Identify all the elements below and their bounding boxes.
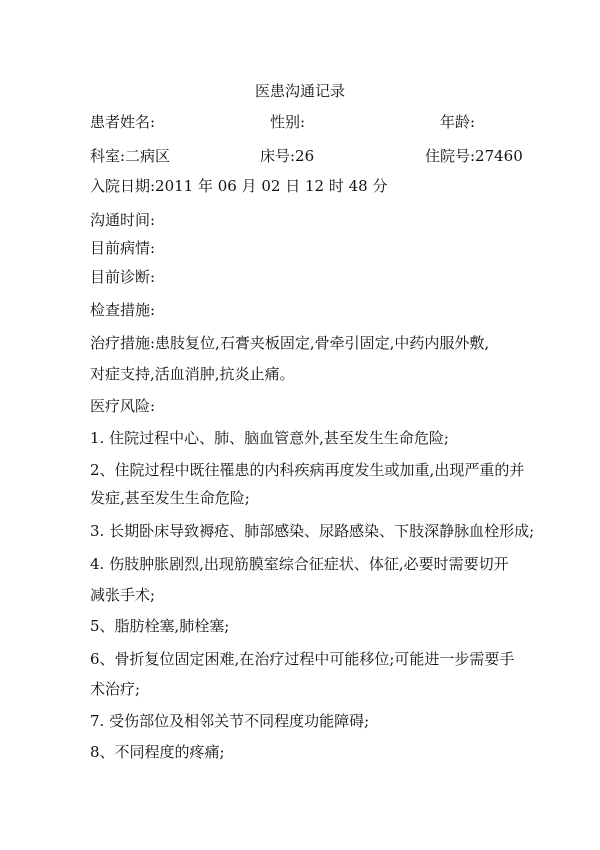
admission-number-text: 住院号:27460	[425, 147, 523, 165]
risk-item-6-line2: 术治疗;	[90, 680, 141, 698]
risk-item-4-line2: 减张手术;	[90, 586, 156, 604]
communication-time-field: 沟通时间:	[90, 211, 156, 229]
bed-number-text: 床号:26	[260, 147, 315, 165]
risk-item-6-line1: 6、骨折复位固定困难,在治疗过程中可能移位;可能进一步需要手	[90, 650, 515, 668]
risk-item-2-line1: 2、住院过程中既往罹患的内科疾病再度发生或加重,出现严重的并	[90, 461, 525, 479]
document-title: 医患沟通记录	[254, 82, 345, 100]
department-text: 科室:二病区	[90, 147, 171, 165]
risk-item-4-line1: 4. 伤肢肿胀剧烈,出现筋膜室综合征症状、体征,必要时需要切开	[90, 555, 509, 573]
risk-item-2-line2: 发症,甚至发生生命危险;	[90, 489, 250, 507]
risk-item-7: 7. 受伤部位及相邻关节不同程度功能障碍;	[90, 712, 370, 730]
patient-age-label: 年龄:	[440, 113, 476, 131]
current-diagnosis-field: 目前诊断:	[90, 268, 156, 286]
patient-gender-label: 性别:	[270, 113, 306, 131]
risk-item-3: 3. 长期卧床导致褥疮、肺部感染、尿路感染、下肢深静脉血栓形成;	[90, 522, 535, 540]
patient-info-row	[90, 112, 520, 132]
admission-date-text: 入院日期:2011 年 06 月 02 日 12 时 48 分	[90, 177, 388, 195]
treatment-field-line2: 对症支持,活血消肿,抗炎止痛。	[90, 365, 295, 383]
risk-item-5: 5、脂肪栓塞,肺栓塞;	[90, 617, 230, 635]
ward-info-row	[90, 146, 523, 166]
risk-item-8: 8、不同程度的疼痛;	[90, 743, 225, 761]
current-condition-field: 目前病情:	[90, 239, 156, 257]
medical-risks-label: 医疗风险:	[90, 397, 156, 415]
patient-name-label: 患者姓名:	[90, 113, 156, 131]
examinations-field: 检查措施:	[90, 301, 156, 319]
treatment-field-line1: 治疗措施:患肢复位,石膏夹板固定,骨牵引固定,中药内服外敷,	[90, 334, 490, 352]
risk-item-1: 1. 住院过程中心、肺、脑血管意外,甚至发生生命危险;	[90, 429, 449, 447]
